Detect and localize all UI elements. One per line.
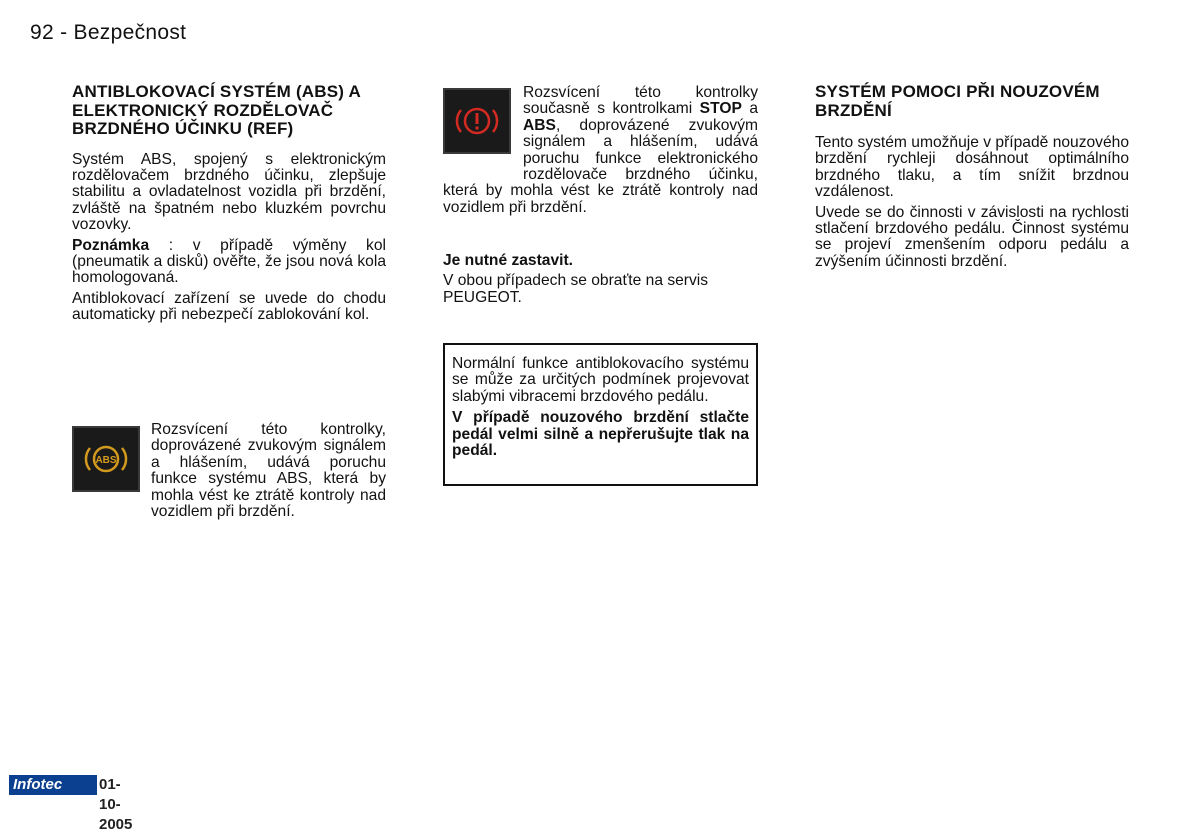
stop-instructions	[443, 253, 758, 306]
note-label: Poznámka	[72, 236, 150, 254]
abs-section	[72, 83, 386, 324]
box-bold-text: V případě nouzového brzdění stlačte pedál velmi silně a nepřerušujte tlak na pedál.	[452, 409, 749, 460]
brake-assist-para2: Uvede se do činnosti v závislosti na rychlosti stlačení brzdového pedálu. Činnost systému se projeví zmenšením odporu pedálu a zvýšením účinnosti brzdění.	[815, 203, 1129, 270]
emergency-braking-note-box	[443, 343, 758, 486]
abs-note-paragraph	[72, 238, 386, 287]
emergency-brake-assist-section	[815, 83, 1129, 270]
brake-assist-heading: SYSTÉM POMOCI PŘI NOUZOVÉM BRZDĚNÍ	[815, 82, 1100, 120]
must-stop-text: Je nutné zastavit.	[443, 252, 573, 269]
abs-label: ABS	[523, 116, 556, 134]
ref-warning-paragraph	[443, 85, 758, 216]
ref-warning-text-2: a	[741, 100, 758, 118]
abs-activation-paragraph: Antiblokovací zařízení se uvede do chodu automaticky při nebezpečí zablokování kol.	[72, 289, 386, 324]
page-header: 92 - Bezpečnost	[30, 21, 187, 44]
footer-date: 01-10-2005	[99, 776, 133, 833]
box-text: Normální funkce antiblokovacího systému se může za určitých podmínek projevovat slabými vibracemi brzdového pedálu.	[452, 355, 749, 405]
contact-service-text: V obou případech se obraťte na servis PEUGEOT.	[443, 272, 709, 306]
note-text: : v případě výměny kol (pneumatik a disků) ověřte, že jsou nová kola homologovaná.	[72, 236, 386, 287]
abs-warning-text-top	[151, 422, 386, 520]
abs-icon-label: ABS	[95, 455, 117, 466]
abs-heading: ANTIBLOKOVACÍ SYSTÉM (ABS) A ELEKTRONICKÝ ROZDĚLOVAČ BRZDNÉHO ÚČINKU (REF)	[72, 82, 361, 138]
ref-warning-text-1: Rozsvícení této kontrolky současně s kontrolkami	[523, 84, 758, 118]
abs-warning-lamp-icon	[72, 426, 140, 492]
brake-assist-para1: Tento systém umožňuje v případě nouzového brzdění rychleji dosáhnout optimálního brzdného tlaku, a tím snížit brzdnou vzdálenost.	[815, 134, 1129, 201]
abs-intro-paragraph: Systém ABS, spojený s elektronickým rozdělovačem brzdného účinku, zlepšuje stabilitu a ovladatelnost vozidla při brzdění, zvláště na špatném nebo kluzkém povrchu vozovky.	[72, 150, 386, 234]
stop-label: STOP	[699, 100, 742, 118]
ref-warning-text-3: , doprovázené zvukovým signálem a hlášením, udává poruchu funkce elektronického rozdělovače brzdného účinku, která by mohla vést ke ztrátě kontroly nad vozidlem při brzdění.	[443, 116, 758, 216]
abs-warning-text: Rozsvícení této kontrolky, doprovázené zvukovým signálem a hlášením, udává poruchu funkce systému ABS, která by mohla vést ke ztrátě kontroly nad vozidlem při brzdění.	[151, 421, 386, 521]
infotec-logo: Infotec	[9, 775, 97, 795]
